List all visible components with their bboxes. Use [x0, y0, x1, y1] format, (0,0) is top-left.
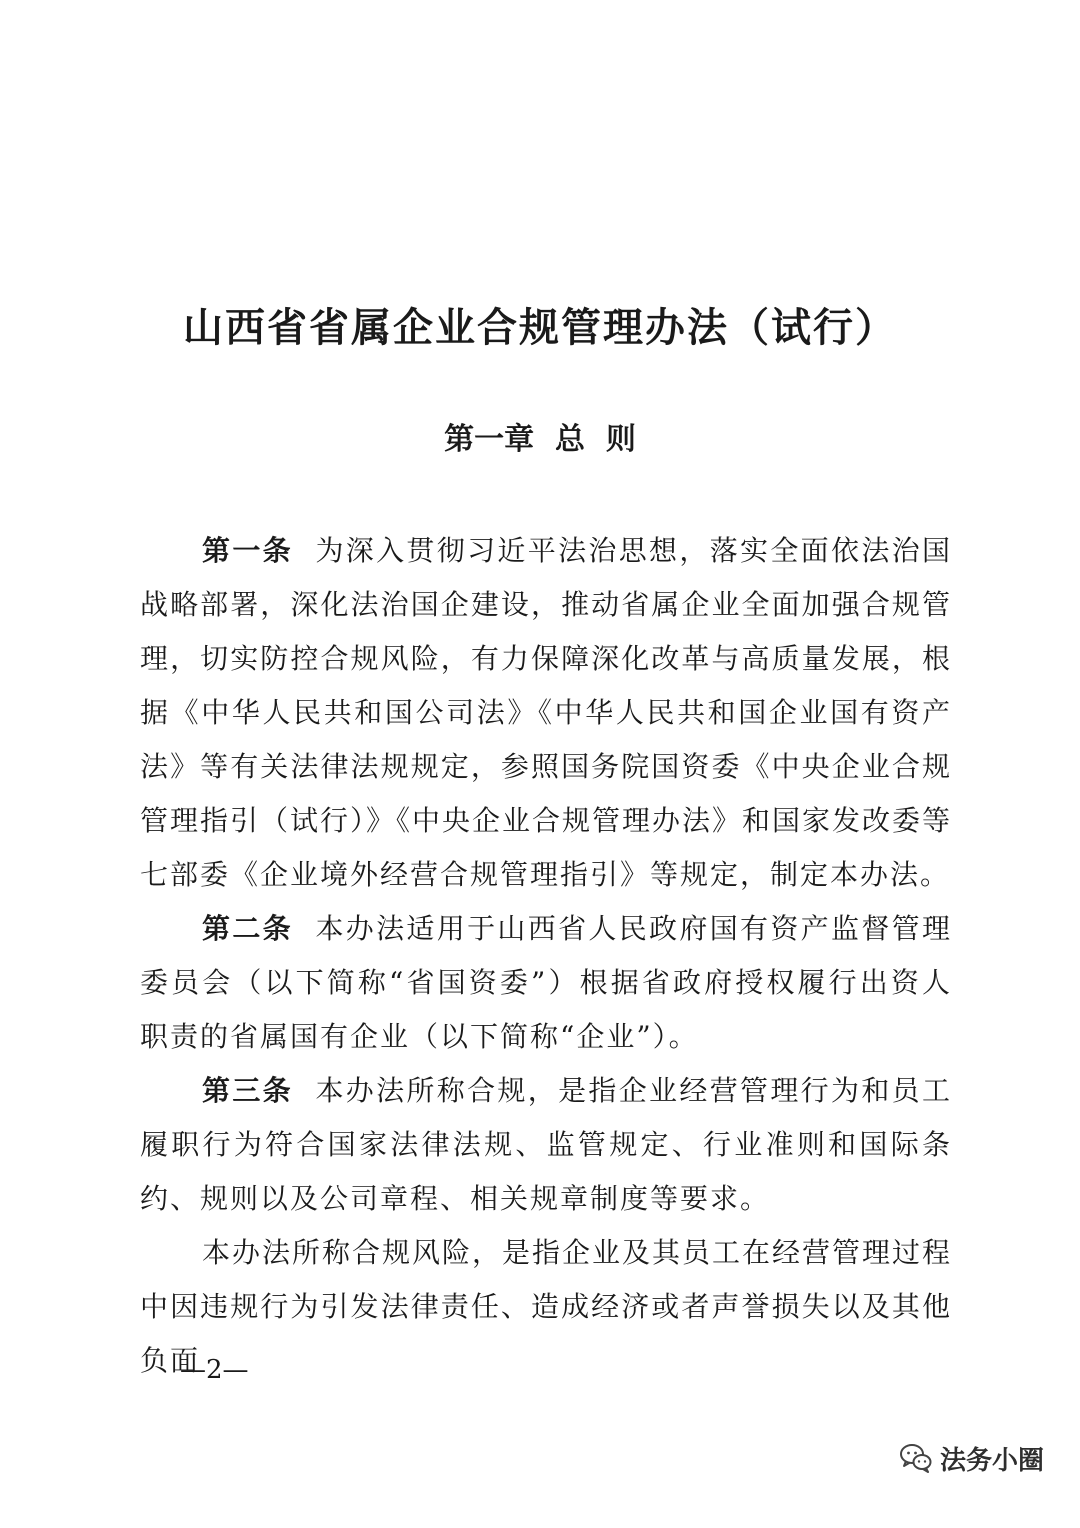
article-text: 本办法适用于山西省人民政府国有资产监督管理委员会（以下简称“省国资委”）根据省政府授权履行出资人职责的省属国有企业（以下简称“企业”）。 — [140, 912, 952, 1053]
document-title: 山西省省属企业合规管理办法（试行） — [183, 304, 897, 351]
watermark-text: 法务小圈 — [940, 1445, 1045, 1476]
page-number: —2— — [180, 1355, 249, 1385]
article-label: 第二条 — [202, 912, 293, 945]
article-text: 本办法所称合规，是指企业经营管理行为和员工履职行为符合国家法律法规、监管规定、行业准则和国际条约、规则以及公司章程、相关规章制度等要求。 — [140, 1074, 952, 1215]
article-2 — [140, 902, 952, 1064]
article-text: 为深入贯彻习近平法治思想，落实全面依法治国战略部署，深化法治国企建设，推动省属企业全面加强合规管理，切实防控合规风险，有力保障深化改革与高质量发展，根据《中华人民共和国公司法》《中华人民共和国企业国有资产法》等有关法律法规规定，参照国务院国资委《中央企业合规管理指引（试行）》《中央企业合规管理办法》和国家发改委等七部委《企业境外经营合规管理指引》等规定，制定本办法。 — [140, 534, 953, 891]
article-3-paragraph-2 — [140, 1226, 952, 1388]
chapter-heading: 第一章 总 则 — [444, 422, 636, 457]
article-1 — [140, 524, 952, 902]
article-label: 第一条 — [202, 534, 293, 567]
wechat-icon — [900, 1443, 932, 1473]
article-3 — [140, 1064, 952, 1226]
watermark — [900, 1436, 1044, 1480]
article-text: 本办法所称合规风险，是指企业及其员工在经营管理过程中因违规行为引发法律责任、造成经济或者声誉损失以及其他负面 — [140, 1236, 953, 1377]
article-label: 第三条 — [202, 1074, 293, 1107]
